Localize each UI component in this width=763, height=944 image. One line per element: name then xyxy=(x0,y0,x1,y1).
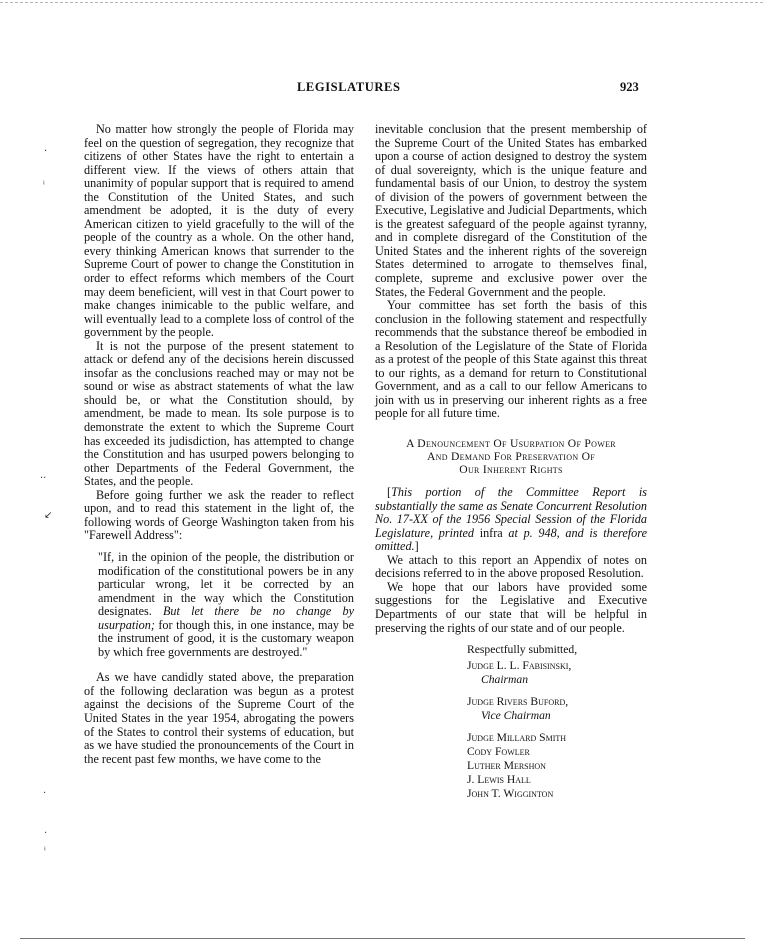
signatory-name: Luther Mershon xyxy=(467,759,546,773)
quote-text: "If, in the opinion of the people, the distribution or modification of the constitutional powers be in any particular wrong, let it be corrected by an amendment in the way which the Constitution designates. xyxy=(98,549,354,619)
bracket: [ xyxy=(387,485,392,500)
heading-line: And Demand For Preservation Of xyxy=(426,450,596,464)
running-title: LEGISLATURES xyxy=(297,80,401,94)
signatory-name: Judge L. L. Fabisinski, xyxy=(467,659,572,673)
signature-intro: Respectfully submitted, xyxy=(467,643,578,657)
note-italic: at p. 948, and is therefore omitted. xyxy=(375,525,647,554)
signatory-name: John T. Wigginton xyxy=(467,787,554,801)
left-column xyxy=(84,123,354,766)
paragraph: Your committee has set forth the basis of this conclusion in the following statement and respectfully recommends that the substance thereof be embodied in a Resolution of the Legislature of the State of Florida as a protest of the people of this State against this threat to our rights, as a demand for return to Constitutional Government, and as a call to our fellow Americans to join with us in preserving our inherent rights as a free people for all future time. xyxy=(375,298,647,421)
margin-speck: ⁱ xyxy=(44,846,46,857)
signatory-role: Vice Chairman xyxy=(481,709,551,723)
heading-line: Our Inherent Rights xyxy=(459,463,563,477)
section-heading xyxy=(375,437,647,476)
editorial-note xyxy=(375,486,647,554)
running-head xyxy=(0,80,763,96)
bracket: ] xyxy=(414,539,419,554)
heading-line: A Denouncement Of Usurpation Of Power xyxy=(406,437,616,451)
signatory-name: J. Lewis Hall xyxy=(467,773,531,787)
paragraph: We attach to this report an Appendix of notes on decisions referred to in the above proposed Resolution. xyxy=(375,552,647,581)
paragraph-continued: inevitable conclusion that the present membership of the Supreme Court of the United States has embarked upon a course of action designed to destroy the system of dual sovereignty, which is the unique feature and fundamental basis of our Union, to destroy the system of division of the powers of government between the Executive, Legislative and Judicial Departments, which is the greatest safeguard of the people against tyranny, and in complete disregard of the Constitution of the United States and the inherent rights of the sovereign States determined to arrogate to themselves final, complete, supreme and exclusive power over the States, the Federal Government and the people. xyxy=(375,122,647,299)
paragraph: No matter how strongly the people of Florida may feel on the question of segregation, they recognize that citizens of other States have the right to entertain a different view. If the views of others attain that unanimity of popular support that is required to amend the Constitution of the United States, and such amendment be adopted, it is the duty of every American citizen to yield gracefully to the will of the people of the country as a whole. On the other hand, every thinking American knows that surrender to the Supreme Court of power to change the Constitution in order to effect reforms which members of the Court may deem beneficient, will vest in that Court power to make changes inimicable to the public welfare, and will eventually lead to a complete loss of control of the government by the people. xyxy=(84,122,354,340)
margin-speck: · xyxy=(44,828,48,839)
page-edge-bottom xyxy=(20,938,745,939)
quote-text: for though this, in one instance, may be the instrument of good, it is the customary weapon by which free governments are destroyed." xyxy=(98,617,355,659)
margin-speck: ·· xyxy=(40,473,47,484)
paragraph: We hope that our labors have provided some suggestions for the Legislative and Executive Departments of our state that will be helpful in preserving the rights of our state and of our people. xyxy=(375,579,647,635)
paragraph: It is not the purpose of the present statement to attack or defend any of the decisions herein discussed insofar as the conclusions reached may or may not be sound or wise as abstract statements of what the law should be, or what the Constitution should, by amendment, be made to mean. Its sole purpose is to demonstrate the extent to which the Supreme Court has exceeded its judisdiction, has attempted to change the Constitution and has usurped powers belonging to other Departments of the Federal Government, the States, and the people. xyxy=(84,338,354,489)
right-column xyxy=(375,123,647,801)
paragraph: Before going further we ask the reader to reflect upon, and to read this statement in the light of, the following words of George Washington taken from his "Farewell Address": xyxy=(84,487,354,543)
signatory-name: Judge Millard Smith xyxy=(467,731,567,745)
note-roman: infra xyxy=(474,525,509,540)
signatory-role: Chairman xyxy=(481,673,529,687)
quote-emphasis: But let there be no change by usurpation; xyxy=(98,604,354,632)
page-number: 923 xyxy=(620,80,639,94)
signatory-name: Cody Fowler xyxy=(467,745,530,759)
signatory-name: Judge Rivers Buford, xyxy=(467,695,569,709)
washington-quote xyxy=(98,551,354,659)
page-edge-top xyxy=(0,2,763,3)
margin-speck: ↙ xyxy=(44,510,53,521)
paragraph: As we have candidly stated above, the preparation of the following declaration was begun as a protest against the decisions of the Supreme Court of the United States in the year 1954, abrogating the powers of the States to control their systems of education, but as we have studied the pronouncements of the Court in the recent past few months, we have come to the xyxy=(84,670,354,766)
signature-block xyxy=(467,643,647,801)
margin-speck: · xyxy=(44,146,48,157)
margin-speck: · xyxy=(43,788,47,799)
note-italic: This portion of the Committee Report is substantially the same as Senate Concurrent Resolution No. 17-XX of the 1956 Special Session of the Florida Legislature, printed xyxy=(375,485,647,540)
margin-speck: ⁱ xyxy=(43,180,45,191)
